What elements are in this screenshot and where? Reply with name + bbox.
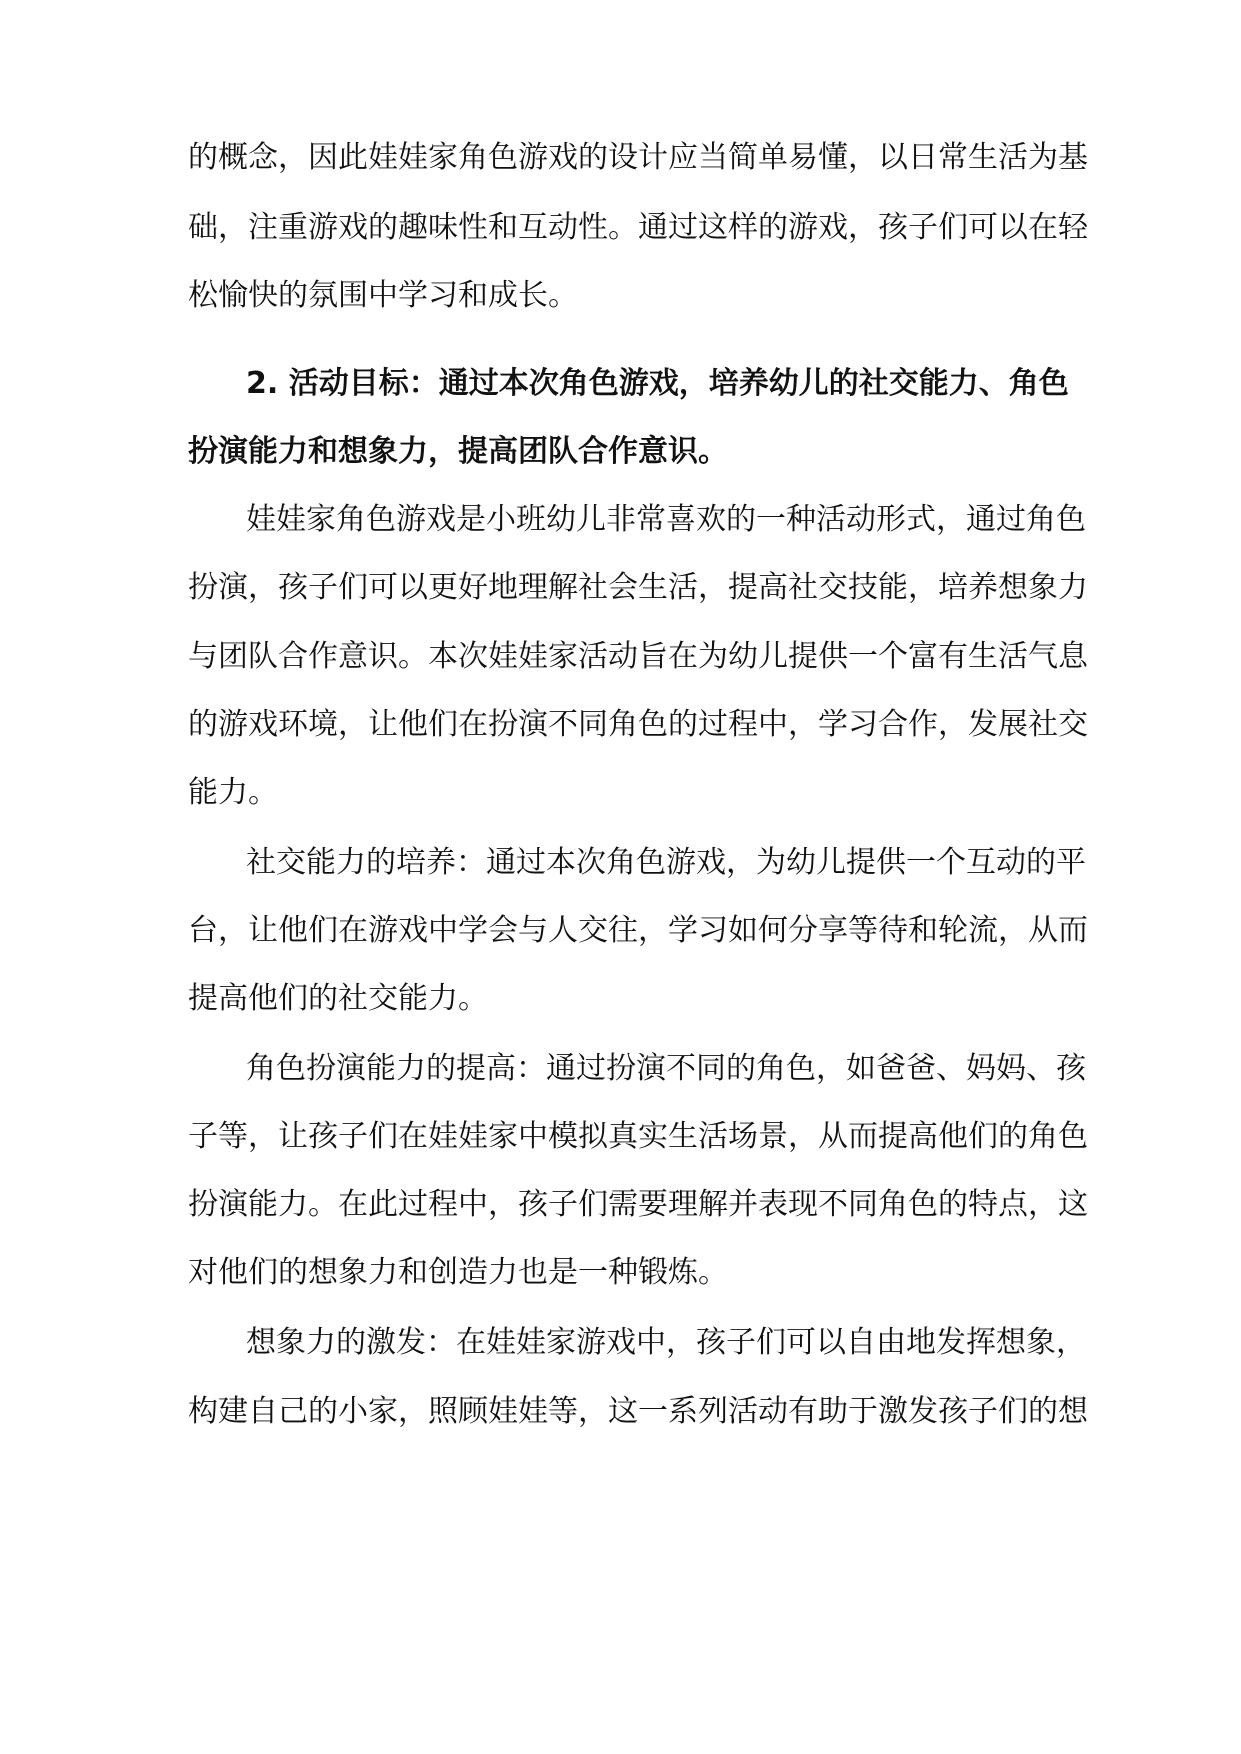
text-line: 对他们的想象力和创造力也是一种锻炼。	[188, 1255, 728, 1290]
text-line: 扮演，孩子们可以更好地理解社会生活，提高社交技能，培养想象力	[188, 570, 1088, 605]
text-line: 想象力的激发：在娃娃家游戏中，孩子们可以自由地发挥想象，	[246, 1325, 1086, 1360]
text-line: 构建自己的小家，照顾娃娃等，这一系列活动有助于激发孩子们的想	[188, 1394, 1088, 1429]
text-line: 提高他们的社交能力。	[188, 981, 488, 1016]
text-line: 的游戏环境，让他们在扮演不同角色的过程中，学习合作，发展社交	[188, 707, 1088, 742]
text-line: 与团队合作意识。本次娃娃家活动旨在为幼儿提供一个富有生活气息	[188, 639, 1088, 674]
text-line: 台，让他们在游戏中学会与人交往，学习如何分享等待和轮流，从而	[188, 913, 1088, 948]
text-line: 社交能力的培养：通过本次角色游戏，为幼儿提供一个互动的平	[246, 845, 1086, 880]
text-line: 的概念，因此娃娃家角色游戏的设计应当简单易懂，以日常生活为基	[188, 140, 1088, 175]
text-line: 松愉快的氛围中学习和成长。	[188, 278, 578, 313]
section-heading: 2. 活动目标：通过本次角色游戏，培养幼儿的社交能力、角色	[246, 366, 1069, 401]
section-heading: 扮演能力和想象力，提高团队合作意识。	[188, 434, 728, 469]
text-line: 础，注重游戏的趣味性和互动性。通过这样的游戏，孩子们可以在轻	[188, 210, 1088, 245]
text-line: 娃娃家角色游戏是小班幼儿非常喜欢的一种活动形式，通过角色	[246, 502, 1086, 537]
text-line: 扮演能力。在此过程中，孩子们需要理解并表现不同角色的特点，这	[188, 1187, 1088, 1222]
text-line: 子等，让孩子们在娃娃家中模拟真实生活场景，从而提高他们的角色	[188, 1119, 1088, 1154]
text-line: 能力。	[188, 775, 278, 810]
text-line: 角色扮演能力的提高：通过扮演不同的角色，如爸爸、妈妈、孩	[246, 1051, 1086, 1086]
